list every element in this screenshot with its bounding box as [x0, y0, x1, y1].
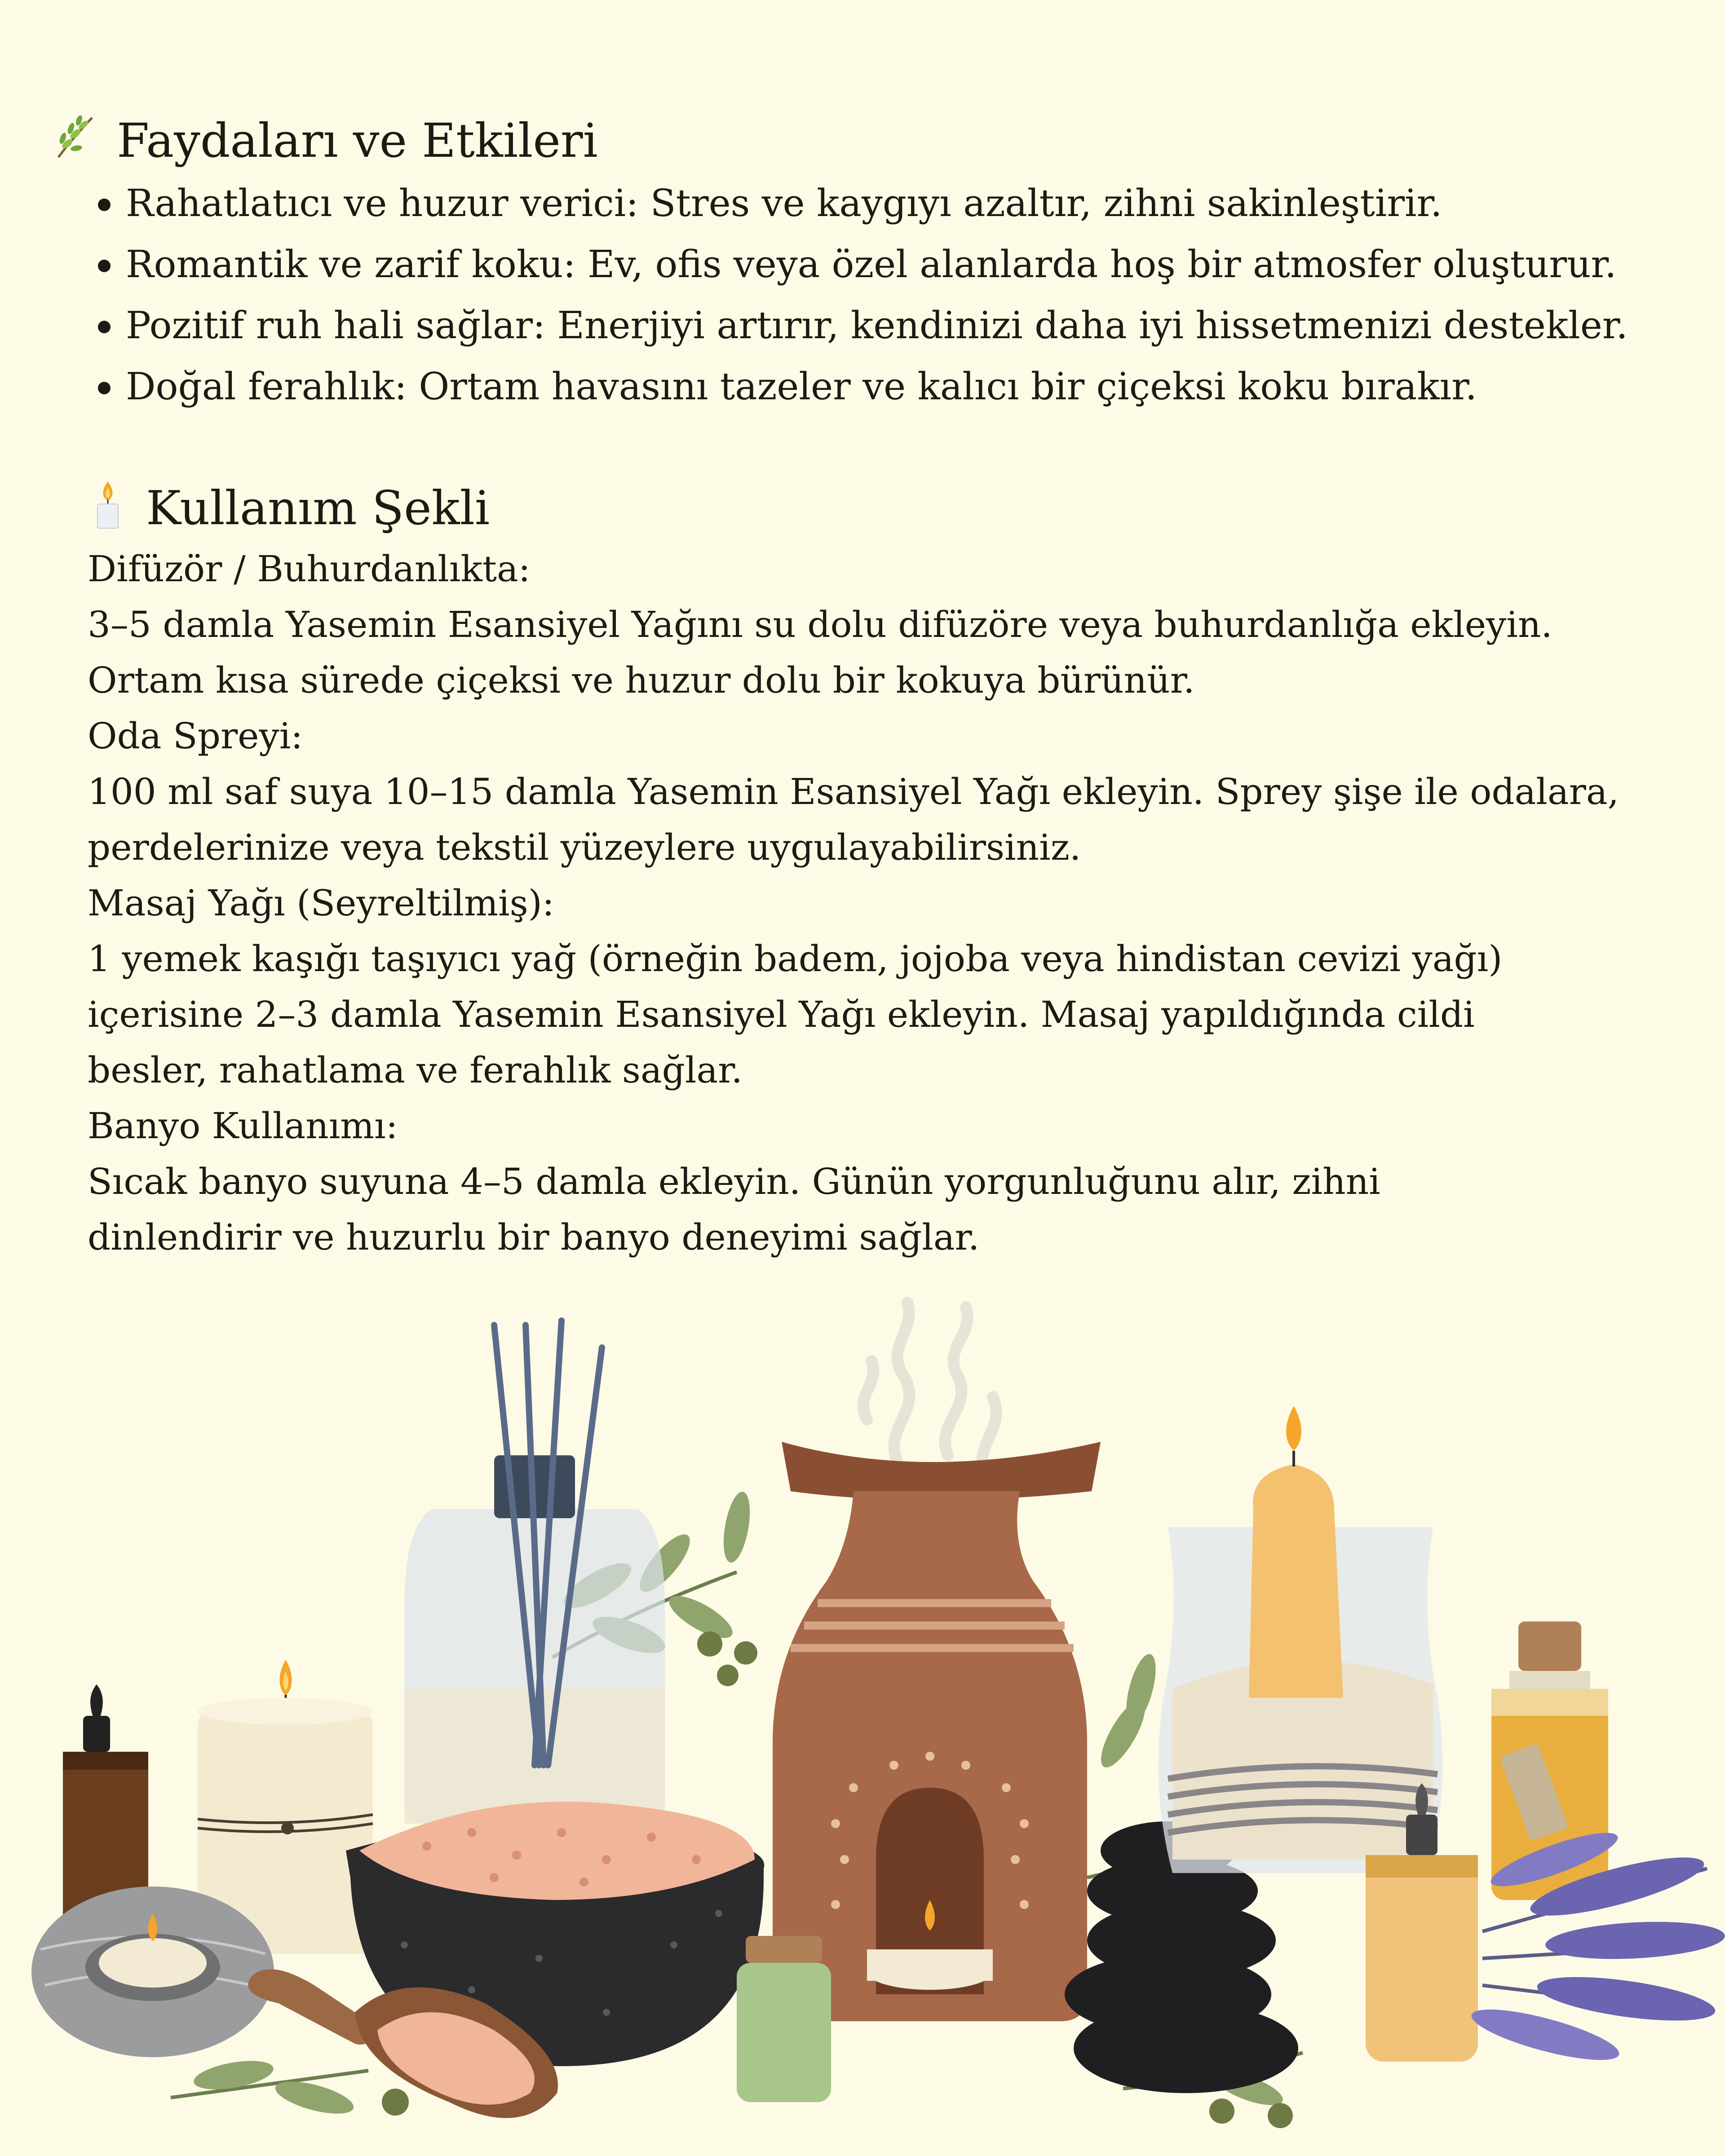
benefits-list — [90, 173, 1628, 417]
usage-subheading-massage: Masaj Yağı (Seyreltilmiş): — [88, 882, 554, 924]
benefit-item: Rahatlatıcı ve huzur verici: Stres ve kaygıyı azaltır, zihni sakinleştirir. — [90, 173, 1628, 234]
usage-heading — [88, 480, 490, 536]
usage-line: besler, rahatlama ve ferahlık sağlar. — [88, 1049, 743, 1091]
usage-text — [88, 541, 1660, 1265]
usage-subheading-diffuser: Difüzör / Buhurdanlıkta: — [88, 548, 531, 590]
usage-subheading-bath: Banyo Kullanımı: — [88, 1105, 398, 1147]
reed-diffuser-icon — [404, 1321, 665, 1824]
usage-title: Kullanım Şekli — [146, 481, 490, 535]
benefit-item: Romantik ve zarif koku: Ev, ofis veya özel alanlarda hoş bir atmosfer oluşturur. — [90, 234, 1628, 295]
usage-subheading-spray: Oda Spreyi: — [88, 715, 303, 757]
usage-line: dinlendirir ve huzurlu bir banyo deneyimi sağlar. — [88, 1216, 980, 1258]
benefit-item: Doğal ferahlık: Ortam havasını tazeler ve kalıcı bir çiçeksi koku bırakır. — [90, 356, 1628, 417]
usage-line: perdelerinize veya tekstil yüzeylere uygulayabilirsiniz. — [88, 826, 1081, 868]
benefits-heading — [49, 112, 598, 169]
small-jar-icon — [737, 1936, 831, 2102]
stone-tealight-icon — [31, 1886, 274, 2057]
benefits-title: Faydaları ve Etkileri — [117, 113, 598, 168]
herb-icon — [49, 112, 99, 169]
steam-icon — [863, 1303, 996, 1473]
usage-line: Ortam kısa sürede çiçeksi ve huzur dolu bir kokuya bürünür. — [88, 659, 1195, 701]
usage-line: içerisine 2–3 damla Yasemin Esansiyel Yağı ekleyin. Masaj yapıldığında cildi — [88, 994, 1475, 1035]
candle-icon — [88, 480, 128, 536]
usage-line: Sıcak banyo suyuna 4–5 damla ekleyin. Günün yorgunluğunu alır, zihni — [88, 1161, 1380, 1202]
usage-line: 3–5 damla Yasemin Esansiyel Yağını su dolu difüzöre veya buhurdanlığa ekleyin. — [88, 604, 1552, 645]
aroma-burner-icon — [773, 1442, 1101, 2021]
usage-line: 1 yemek kaşığı taşıyıcı yağ (örneğin badem, jojoba veya hindistan cevizi yağı) — [88, 938, 1503, 980]
candle-jar-icon — [1159, 1406, 1443, 1873]
usage-line: 100 ml saf suya 10–15 damla Yasemin Esansiyel Yağı ekleyin. Sprey şişe ile odalara, — [88, 771, 1619, 813]
aromatherapy-illustration — [0, 1294, 1725, 2156]
benefit-item: Pozitif ruh hali sağlar: Enerjiyi artırır, kendinizi daha iyi hissetmenizi destekler. — [90, 295, 1628, 356]
